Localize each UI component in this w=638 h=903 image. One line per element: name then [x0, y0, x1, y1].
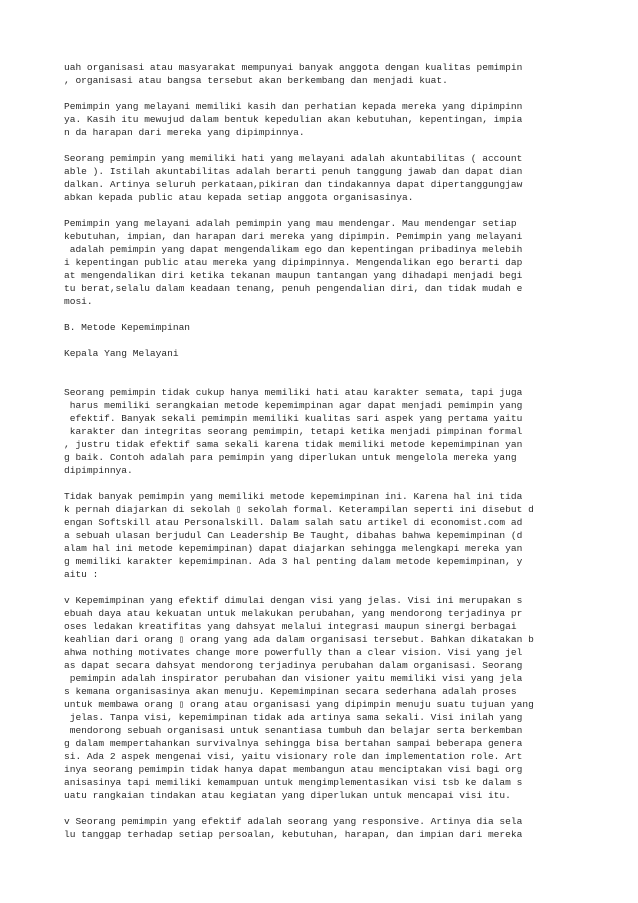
- text-line: keahlian dari orang ▯ orang yang ada dalam organisasi tersebut. Bahkan dikatakan b: [64, 634, 534, 645]
- text-line: k pernah diajarkan di sekolah ▯ sekolah formal. Keterampilan seperti ini disebut d: [64, 504, 534, 515]
- text-line: adalah pemimpin yang dapat mengendalikam ego dan kepentingan pribadinya melebih: [64, 244, 523, 255]
- paragraph-gap: [64, 139, 584, 152]
- text-line: efektif. Banyak sekali pemimpin memiliki kualitas sari aspek yang pertama yaitu: [64, 413, 523, 424]
- text-line: si. Ada 2 aspek mengenai visi, yaitu visionary role dan implementation role. Art: [64, 751, 523, 762]
- text-line: Seorang pemimpin yang memiliki hati yang melayani adalah akuntabilitas ( account: [64, 153, 523, 164]
- text-line: Pemimpin yang melayani memiliki kasih dan perhatian kepada mereka yang dipimpinn: [64, 101, 523, 112]
- text-line: g memiliki karakter kepemimpinan. Ada 3 hal penting dalam metode kepemimpinan, y: [64, 556, 523, 567]
- text-line: oses ledakan kreatifitas yang dahsyat melalui integrasi maupun sinergi berbagai: [64, 621, 517, 632]
- text-line: harus memiliki serangkaian metode kepemimpinan agar dapat menjadi pemimpin yang: [64, 400, 523, 411]
- paragraph-gap: [64, 204, 584, 217]
- text-line: at mengendalikan diri ketika tekanan maupun tantangan yang dihadapi menjadi begi: [64, 270, 523, 281]
- text-line: lu tanggap terhadap setiap persoalan, kebutuhan, harapan, dan impian dari mereka: [64, 829, 523, 840]
- text-line: dipimpinnya.: [64, 465, 133, 476]
- subsection-heading: Kepala Yang Melayani: [64, 348, 179, 359]
- text-line: pemimpin adalah inspirator perubahan dan visioner yaitu memiliki visi yang jela: [64, 673, 523, 684]
- paragraph-gap: [64, 477, 584, 490]
- text-line: Seorang pemimpin tidak cukup hanya memiliki hati atau karakter semata, tapi juga: [64, 387, 523, 398]
- text-line: able ). Istilah akuntabilitas adalah berarti penuh tanggung jawab dan dapat dian: [64, 166, 523, 177]
- text-line: , organisasi atau bangsa tersebut akan berkembang dan menjadi kuat.: [64, 75, 448, 86]
- document-page: [64, 61, 584, 841]
- paragraph-gap: [64, 308, 584, 321]
- text-line: jelas. Tanpa visi, kepemimpinan tidak ada artinya sama sekali. Visi inilah yang: [64, 712, 523, 723]
- paragraph-gap: [64, 802, 584, 815]
- text-line: ahwa nothing motivates change more powerfully than a clear vision. Visi yang jel: [64, 647, 523, 658]
- text-line: Tidak banyak pemimpin yang memiliki metode kepemimpinan ini. Karena hal ini tida: [64, 491, 523, 502]
- text-line: engan Softskill atau Personalskill. Dalam salah satu artikel di economist.com ad: [64, 517, 523, 528]
- text-line: inya seorang pemimpin tidak hanya dapat membangun atau menciptakan visi bagi org: [64, 764, 523, 775]
- text-line: karakter dan integritas seorang pemimpin, tetapi ketika menjadi pimpinan formal: [64, 426, 523, 437]
- text-line: ebuah daya atau kekuatan untuk melakukan perubahan, yang mendorong terjadinya pr: [64, 608, 523, 619]
- text-line: tu berat,selalu dalam keadaan tenang, penuh pengendalian diri, dan tidak mudah e: [64, 283, 523, 294]
- text-line: uah organisasi atau masyarakat mempunyai banyak anggota dengan kualitas pemimpin: [64, 62, 523, 73]
- text-line: v Kepemimpinan yang efektif dimulai dengan visi yang jelas. Visi ini merupakan s: [64, 595, 523, 606]
- text-line: uatu rangkaian tindakan atau kegiatan yang diperlukan untuk mencapai visi itu.: [64, 790, 511, 801]
- text-line: Pemimpin yang melayani adalah pemimpin yang mau mendengar. Mau mendengar setiap: [64, 218, 517, 229]
- text-line: abkan kepada public atau kepada setiap anggota organisasinya.: [64, 192, 414, 203]
- text-line: g baik. Contoh adalah para pemimpin yang diperlukan untuk mengelola mereka yang: [64, 452, 517, 463]
- text-line: i kepentingan public atau mereka yang dipimpinnya. Mengendalikan ego berarti dap: [64, 257, 523, 268]
- text-line: v Seorang pemimpin yang efektif adalah seorang yang responsive. Artinya dia sela: [64, 816, 523, 827]
- text-line: a sebuah ulasan berjudul Can Leadership Be Taught, dibahas bahwa kepemimpinan (d: [64, 530, 523, 541]
- text-line: g dalam mempertahankan survivalnya sehingga bisa bertahan sampai beberapa genera: [64, 738, 523, 749]
- paragraph-gap: [64, 360, 584, 386]
- text-line: mendorong sebuah organisasi untuk senantiasa tumbuh dan belajar serta berkemban: [64, 725, 523, 736]
- paragraph-gap: [64, 87, 584, 100]
- text-line: aitu :: [64, 569, 99, 580]
- text-line: , justru tidak efektif sama sekali karena tidak memiliki metode kepemimpinan yan: [64, 439, 523, 450]
- text-line: kebutuhan, impian, dan harapan dari mereka yang dipimpin. Pemimpin yang melayani: [64, 231, 523, 242]
- text-line: mosi.: [64, 296, 93, 307]
- section-heading: B. Metode Kepemimpinan: [64, 322, 191, 333]
- text-line: n da harapan dari mereka yang dipimpinnya.: [64, 127, 305, 138]
- text-line: ya. Kasih itu mewujud dalam bentuk kepedulian akan kebutuhan, kepentingan, impia: [64, 114, 523, 125]
- text-line: alam hal ini metode kepemimpinan) dapat diajarkan sehingga melengkapi mereka yan: [64, 543, 523, 554]
- text-line: s kemana organisasinya akan menuju. Kepemimpinan secara sederhana adalah proses: [64, 686, 517, 697]
- paragraph-gap: [64, 581, 584, 594]
- text-line: untuk membawa orang ▯ orang atau organisasi yang dipimpin menuju suatu tujuan yang: [64, 699, 534, 710]
- text-line: as dapat secara dahsyat mendorong terjadinya perubahan dalam organisasi. Seorang: [64, 660, 523, 671]
- text-line: dalkan. Artinya seluruh perkataan,pikiran dan tindakannya dapat dipertanggungjaw: [64, 179, 523, 190]
- paragraph-gap: [64, 334, 584, 347]
- text-line: anisasinya tapi memiliki kemampuan untuk mengimplementasikan visi tsb ke dalam s: [64, 777, 523, 788]
